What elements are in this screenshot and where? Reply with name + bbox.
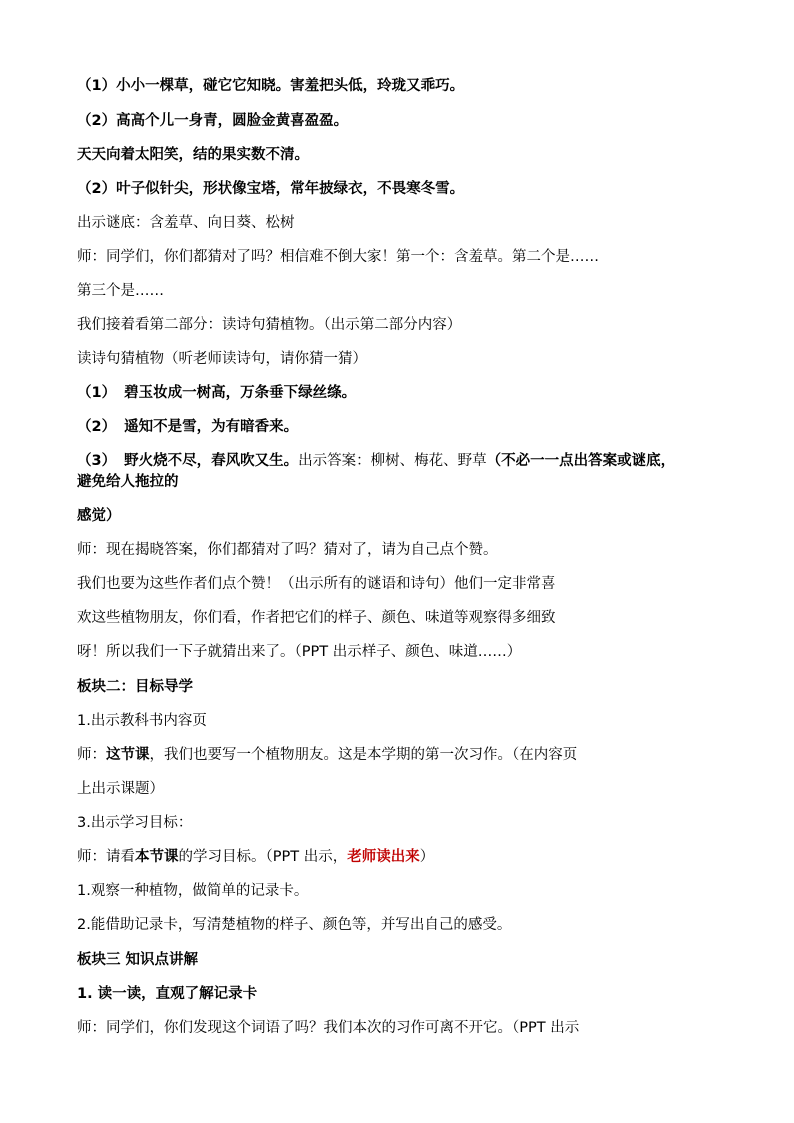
poem-3	[77, 451, 675, 471]
teacher-goals-a: 师：请看	[77, 849, 135, 865]
teacher-intro-a: 师：	[77, 747, 106, 763]
teacher-intro-b: 这节课	[106, 747, 150, 763]
poem-1	[77, 383, 356, 403]
teacher-goals-b: 本节课	[135, 849, 179, 865]
goal-2: 2.能借助记录卡，写清楚植物的样子、颜色等，并写出自己的感受。	[77, 917, 512, 933]
teacher-question: 师：同学们，你们发现这个词语了吗？我们本次的习作可离不开它。（PPT 出示	[77, 1020, 580, 1036]
poem-note-cont: 避免给人拖拉的	[77, 474, 179, 490]
poem-1-text: 碧玉妆成一树高，万条垂下绿丝绦。	[124, 385, 357, 401]
section-three-heading: 板块三 知识点讲解	[77, 952, 199, 968]
part-two-intro: 我们接着看第二部分：读诗句猜植物。（出示第二部分内容）	[77, 317, 462, 333]
praise-line-1: 我们也要为这些作者们点个赞！（出示所有的谜语和诗句）他们一定非常喜	[77, 576, 556, 592]
poem-1-number: （1）	[77, 385, 117, 401]
praise-line-3: 呀！所以我们一下子就猜出来了。（PPT 出示样子、颜色、味道……）	[77, 644, 522, 660]
praise-line-2: 欢这些植物朋友，你们看，作者把它们的样子、颜色、味道等观察得多细致	[77, 610, 556, 626]
goal-1: 1.观察一种植物，做简单的记录卡。	[77, 883, 309, 899]
poem-3-number: （3）	[77, 453, 117, 469]
poem-answers: 出示答案：柳树、梅花、野草	[298, 453, 487, 469]
teacher-line-2: 第三个是……	[77, 283, 164, 299]
poem-3-text: 野火烧不尽，春风吹又生。	[124, 453, 299, 469]
teacher-goals-e: ）	[419, 849, 435, 865]
riddle-2-line-1: （2）高高个儿一身青，圆脸金黄喜盈盈。	[77, 113, 349, 129]
teacher-goals-d: 老师读出来	[347, 849, 420, 865]
teacher-intro-c: ，我们也要写一个植物朋友。这是本学期的第一次习作。（在内容页	[149, 747, 578, 763]
part-two-title: 读诗句猜植物（听老师读诗句，请你猜一猜）	[77, 351, 367, 367]
teacher-goals-c: 的学习目标。（PPT 出示，	[178, 849, 348, 865]
poem-2-number: （2）	[77, 419, 117, 435]
teacher-intro	[77, 745, 577, 765]
step-goals: 3.出示学习目标：	[77, 815, 193, 831]
poem-note-end: 感觉）	[77, 508, 121, 524]
teacher-intro-cont: 上出示课题）	[77, 781, 164, 797]
poem-2	[77, 417, 298, 437]
riddle-2-line-2: 天天向着太阳笑，结的果实数不清。	[77, 147, 309, 163]
step-textbook: 1.出示教科书内容页	[77, 713, 207, 729]
step-read: 1. 读一读，直观了解记录卡	[77, 986, 258, 1002]
teacher-reveal: 师：现在揭晓答案，你们都猜对了吗？猜对了，请为自己点个赞。	[77, 542, 498, 558]
poem-2-text: 遥知不是雪，为有暗香来。	[124, 419, 299, 435]
poem-note: （不必一一点出答案或谜底，	[486, 453, 676, 469]
section-two-heading: 板块二：目标导学	[77, 679, 193, 695]
teacher-goals	[77, 847, 434, 867]
riddle-3: （2）叶子似针尖，形状像宝塔，常年披绿衣，不畏寒冬雪。	[77, 181, 465, 197]
riddle-1: （1）小小一棵草，碰它它知晓。害羞把头低，玲珑又乖巧。	[77, 78, 465, 94]
riddle-answers: 出示谜底：含羞草、向日葵、松树	[77, 215, 295, 231]
teacher-line-1: 师：同学们，你们都猜对了吗？相信难不倒大家！第一个：含羞草。第二个是……	[77, 249, 599, 265]
